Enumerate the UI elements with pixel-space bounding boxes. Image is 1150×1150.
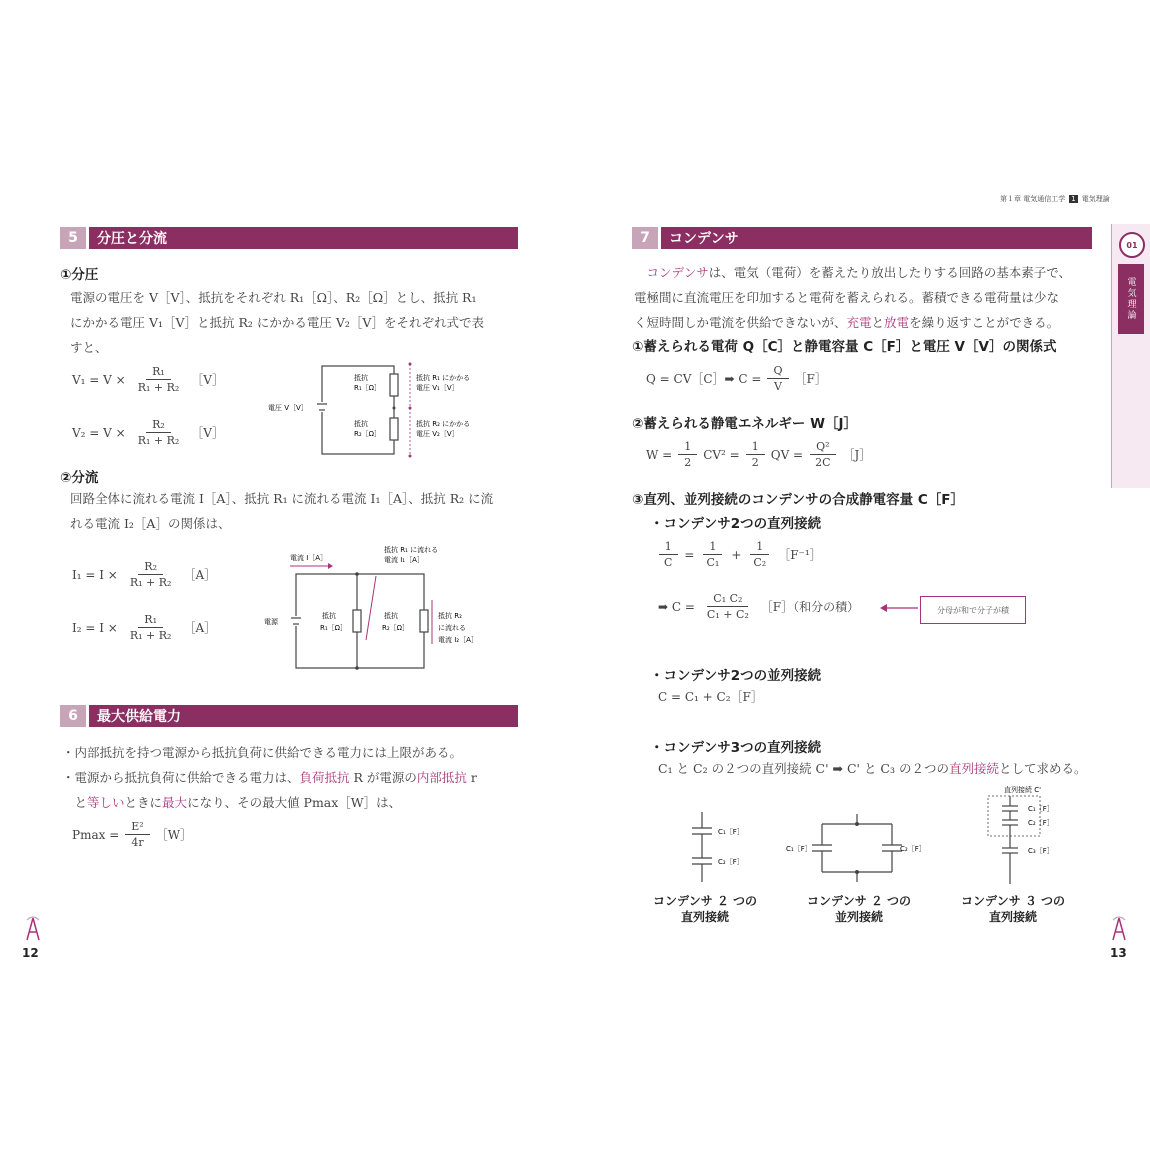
section-badge: 1 <box>1071 195 1076 203</box>
svg-text:抵抗: 抵抗 <box>354 374 368 382</box>
svg-text:抵抗: 抵抗 <box>322 612 336 620</box>
svg-text:C₁［F］: C₁［F］ <box>1028 805 1054 813</box>
svg-text:抵抗 R₂ にかかる: 抵抗 R₂ にかかる <box>416 420 471 428</box>
subheading-combined: ③直列、並列接続のコンデンサの合成静電容量 C［F］ <box>632 492 964 508</box>
svg-text:R₂［Ω］: R₂［Ω］ <box>382 624 410 632</box>
section-5-heading <box>60 227 518 249</box>
parallel-2-diagram <box>782 812 932 884</box>
paragraph-series-3: C₁ と C₂ の２つの直列接続 C' ➡ C' と C₃ の２つの直列接続として求める。 <box>658 761 1087 776</box>
bullet-series-3: ・コンデンサ3つの直列接続 <box>650 740 822 756</box>
svg-text:直列接続 C': 直列接続 C' <box>1004 786 1042 794</box>
series-2-diagram <box>680 808 750 886</box>
chapter-label: 第１章 電気通信工学 <box>1000 195 1066 203</box>
subheading-energy: ②蓄えられる静電エネルギー W［J］ <box>632 416 858 432</box>
formula-i2: I₂ = I × $\frac{\text{R₁}}{\text{R₁ + R₂}}$ ［A］ <box>72 613 217 642</box>
section-7-heading <box>632 227 1092 249</box>
formula-v1: V₁ = V × $\frac{\text{R₁}}{\text{R₁ + R₂}}$ ［V］ <box>72 365 224 394</box>
voltage-divider-circuit <box>260 358 500 463</box>
svg-text:R₂［Ω］: R₂［Ω］ <box>354 430 382 438</box>
formula-pmax: Pmax = $\frac{\text{E²}}{4r}$ ［W］ <box>72 820 193 849</box>
svg-text:C₃［F］: C₃［F］ <box>1028 847 1054 855</box>
formula-parallel: C = C₁ + C₂［F］ <box>658 690 763 704</box>
svg-text:電流 I₂［A］: 電流 I₂［A］ <box>438 636 478 644</box>
subheading-current-divider: ②分流 <box>60 470 99 486</box>
svg-text:C₂［F］: C₂［F］ <box>1028 819 1054 827</box>
bullet-parallel-2: ・コンデンサ2つの並列接続 <box>650 668 822 684</box>
section-title: 最大供給電力 <box>89 705 518 727</box>
section-title: 分圧と分流 <box>89 227 518 249</box>
paragraph-voltage-divider: 電源の電圧を V［V］、抵抗をそれぞれ R₁［Ω］、R₂［Ω］とし、抵抗 R₁ にかかる電圧 V₁［V］と抵抗 R₂ にかかる電圧 V₂［V］をそれぞれ式で表 すと、 <box>70 290 484 355</box>
tab-number: 01 <box>1119 232 1145 258</box>
tab-label: 電気理論 <box>1118 264 1144 334</box>
side-tab <box>1111 224 1150 488</box>
section-6-heading <box>60 705 518 727</box>
formula-series-reciprocal: $\frac{1}{C}$ = $\frac{1}{\text{C₁}}$ + $\frac{1}{\text{C₂}}$ ［F⁻¹］ <box>658 540 822 569</box>
page-number-left: 12 <box>22 946 39 960</box>
svg-text:電流 I₁［A］: 電流 I₁［A］ <box>384 556 424 564</box>
svg-text:R₁［Ω］: R₁［Ω］ <box>320 624 348 632</box>
current-divider-circuit <box>262 540 502 672</box>
tower-icon <box>1108 914 1130 942</box>
svg-text:電圧 V₂［V］: 電圧 V₂［V］ <box>416 430 459 438</box>
series-3-diagram <box>980 782 1060 888</box>
note-box: 分母が和で分子が積 <box>920 596 1026 624</box>
caption-parallel-2: コンデンサ ２ つの 並列接続 <box>806 894 912 924</box>
svg-text:抵抗 R₁ にかかる: 抵抗 R₁ にかかる <box>416 374 471 382</box>
formula-v2: V₂ = V × $\frac{\text{R₂}}{\text{R₁ + R₂}}$ ［V］ <box>72 418 224 447</box>
svg-text:抵抗 R₂: 抵抗 R₂ <box>438 612 462 620</box>
section-number: 5 <box>68 230 78 246</box>
formula-charge: Q = CV［C］➡ C = $\frac{Q}{V}$ ［F］ <box>646 364 827 393</box>
svg-text:C₂［F］: C₂［F］ <box>900 845 926 853</box>
svg-text:電源: 電源 <box>264 618 278 626</box>
svg-text:C₁［F］: C₁［F］ <box>786 845 812 853</box>
source-label: 電圧 V［V］ <box>268 404 308 412</box>
svg-text:電圧 V₁［V］: 電圧 V₁［V］ <box>416 384 459 392</box>
svg-text:抵抗: 抵抗 <box>384 612 398 620</box>
subheading-voltage-divider: ①分圧 <box>60 267 99 283</box>
paragraph-capacitor-intro: コンデンサは、電気（電荷）を蓄えたり放出したりする回路の基本素子で、 電極間に直流電圧を印加すると電荷を蓄えられる。蓄積できる電荷量は少な く短時間しか電流を供給できないが、充電と放電を繰り返すことができる。 <box>634 265 1072 330</box>
svg-text:抵抗: 抵抗 <box>354 420 368 428</box>
formula-energy: W = $\frac{1}{2}$ CV² = $\frac{1}{2}$ QV = $\frac{\text{Q²}}{2C}$ ［J］ <box>646 440 872 469</box>
section-number: 7 <box>640 230 650 246</box>
paragraph-current-divider: 回路全体に流れる電流 I［A］、抵抗 R₁ に流れる電流 I₁［A］、抵抗 R₂ に流 れる電流 I₂［A］の関係は、 <box>70 491 494 531</box>
tower-icon <box>22 914 44 942</box>
subheading-charge: ①蓄えられる電荷 Q［C］と静電容量 C［F］と電圧 V［V］の関係式 <box>632 339 1057 355</box>
bullet-series-2: ・コンデンサ2つの直列接続 <box>650 516 822 532</box>
svg-text:抵抗 R₁ に流れる: 抵抗 R₁ に流れる <box>384 546 439 554</box>
arrow-icon <box>880 603 920 613</box>
svg-text:に流れる: に流れる <box>438 624 466 632</box>
section-title: コンデンサ <box>661 227 1092 249</box>
svg-text:C₂［F］: C₂［F］ <box>718 858 744 866</box>
page-number-right: 13 <box>1110 946 1127 960</box>
running-header <box>1000 194 1110 204</box>
caption-series-2: コンデンサ ２ つの 直列接続 <box>652 894 758 924</box>
paragraph-max-power: ・内部抵抗を持つ電源から抵抗負荷に供給できる電力には上限がある。 ・電源から抵抗負荷に供給できる電力は、負荷抵抗 R が電源の内部抵抗 r と等しいときに最大になり、その最大値 Pmax［W］は、 <box>62 745 477 810</box>
section-label: 電気理論 <box>1081 195 1110 203</box>
svg-text:電流 I［A］: 電流 I［A］ <box>290 554 328 562</box>
section-number: 6 <box>68 708 78 724</box>
caption-series-3: コンデンサ ３ つの 直列接続 <box>960 894 1066 924</box>
svg-text:C₁［F］: C₁［F］ <box>718 828 744 836</box>
svg-text:R₁［Ω］: R₁［Ω］ <box>354 384 382 392</box>
formula-i1: I₁ = I × $\frac{\text{R₂}}{\text{R₁ + R₂}}$ ［A］ <box>72 560 217 589</box>
formula-series-product: ➡ C = $\frac{\text{C₁ C₂}}{\text{C₁ + C₂}}$ ［F］（和分の積） <box>658 592 860 621</box>
